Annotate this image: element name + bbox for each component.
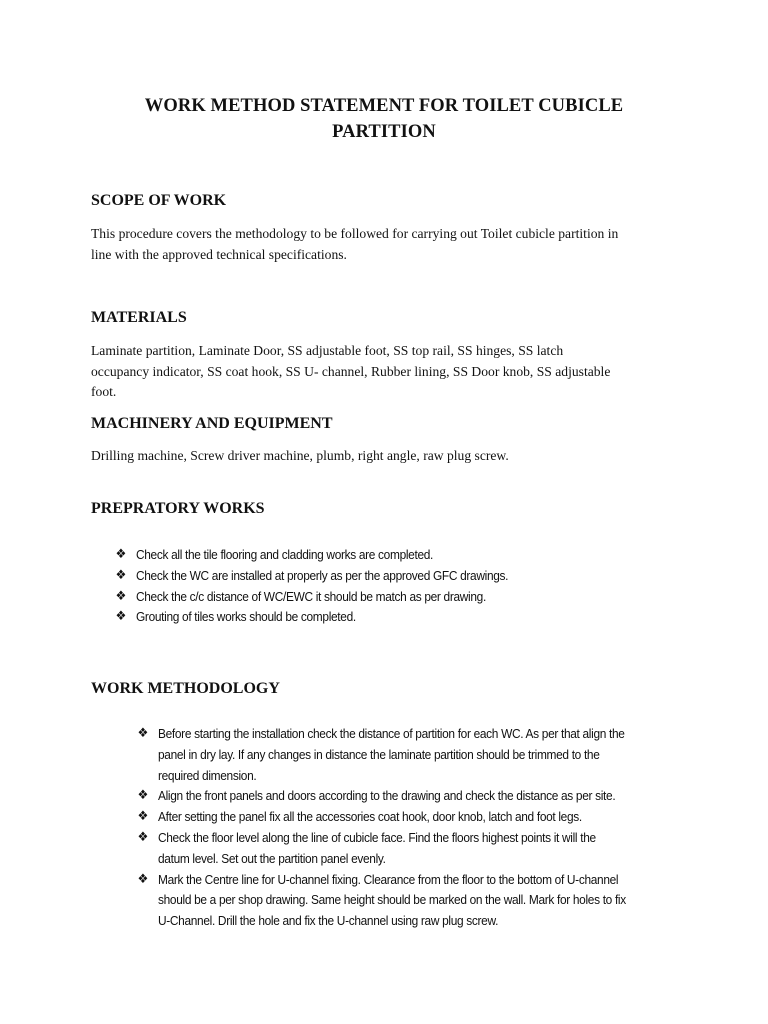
diamond-bullet-icon: ❖ [137,829,149,845]
diamond-bullet-icon: ❖ [115,588,127,604]
materials-line-2: occupancy indicator, SS coat hook, SS U- channel, Rubber lining, SS Door knob, SS adjustable [91,363,611,379]
list-item: ❖ Grouting of tiles works should be completed. [136,607,657,628]
machinery-heading: MACHINERY AND EQUIPMENT [91,415,333,432]
list-item: ❖ Check the floor level along the line of cubicle face. Find the floors highest points it will the datum level. Set out the partition panel evenly. [137,829,596,866]
diamond-bullet-icon: ❖ [137,871,149,887]
list-item: ❖ Check the c/c distance of WC/EWC it should be match as per drawing. [136,587,657,608]
machinery-paragraph: Drilling machine, Screw driver machine, plumb, right angle, raw plug screw. [91,448,509,463]
materials-line-1: Laminate partition, Laminate Door, SS adjustable foot, SS top rail, SS hinges, SS latch [91,343,564,358]
preparatory-heading: PREPRATORY WORKS [91,500,265,517]
diamond-bullet-icon: ❖ [115,567,127,583]
diamond-bullet-icon: ❖ [137,726,149,741]
list-item: ❖ Align the front panels and doors according to the drawing and check the distance as per site. [158,786,688,807]
title-line-1: WORK METHOD STATEMENT FOR TOILET CUBICLE [144,96,624,116]
title-line-2: PARTITION [332,122,436,142]
diamond-bullet-icon: ❖ [115,609,127,625]
list-item: ❖ Check all the tile flooring and cladding works are completed. [136,545,657,566]
materials-heading: MATERIALS [91,309,187,326]
scope-paragraph [91,224,691,265]
methodology-heading: WORK METHODOLOGY [91,680,280,697]
list-item: ❖ Check the WC are installed at properly as per the approved GFC drawings. [136,566,657,587]
list-item: ❖ After setting the panel fix all the accessories coat hook, door knob, latch and foot legs. [158,807,688,828]
diamond-bullet-icon: ❖ [137,788,149,804]
materials-paragraph [91,341,691,403]
methodology-list [137,724,728,932]
preparatory-list [115,545,696,628]
document-title [90,93,678,145]
diamond-bullet-icon: ❖ [115,547,127,562]
list-item: ❖ Before starting the installation check the distance of partition for each WC. As per that align the panel in dry lay. If any changes in distance the laminate partition should be trimmed to the required dimension. [137,726,625,783]
materials-line-3: foot. [91,384,117,399]
scope-heading: SCOPE OF WORK [91,192,227,209]
list-item: ❖ Mark the Centre line for U-channel fixing. Clearance from the floor to the bottom of U-channel should be a per shop drawing. Same height should be marked on the wall. Mark for holes to fix U-Channel. Drill the hole and fix the U-channel using raw plug screw. [137,871,626,929]
scope-line-2: line with the approved technical specifications. [91,246,347,262]
diamond-bullet-icon: ❖ [137,809,149,825]
scope-line-1: This procedure covers the methodology to be followed for carrying out Toilet cubicle partition in [91,226,619,241]
